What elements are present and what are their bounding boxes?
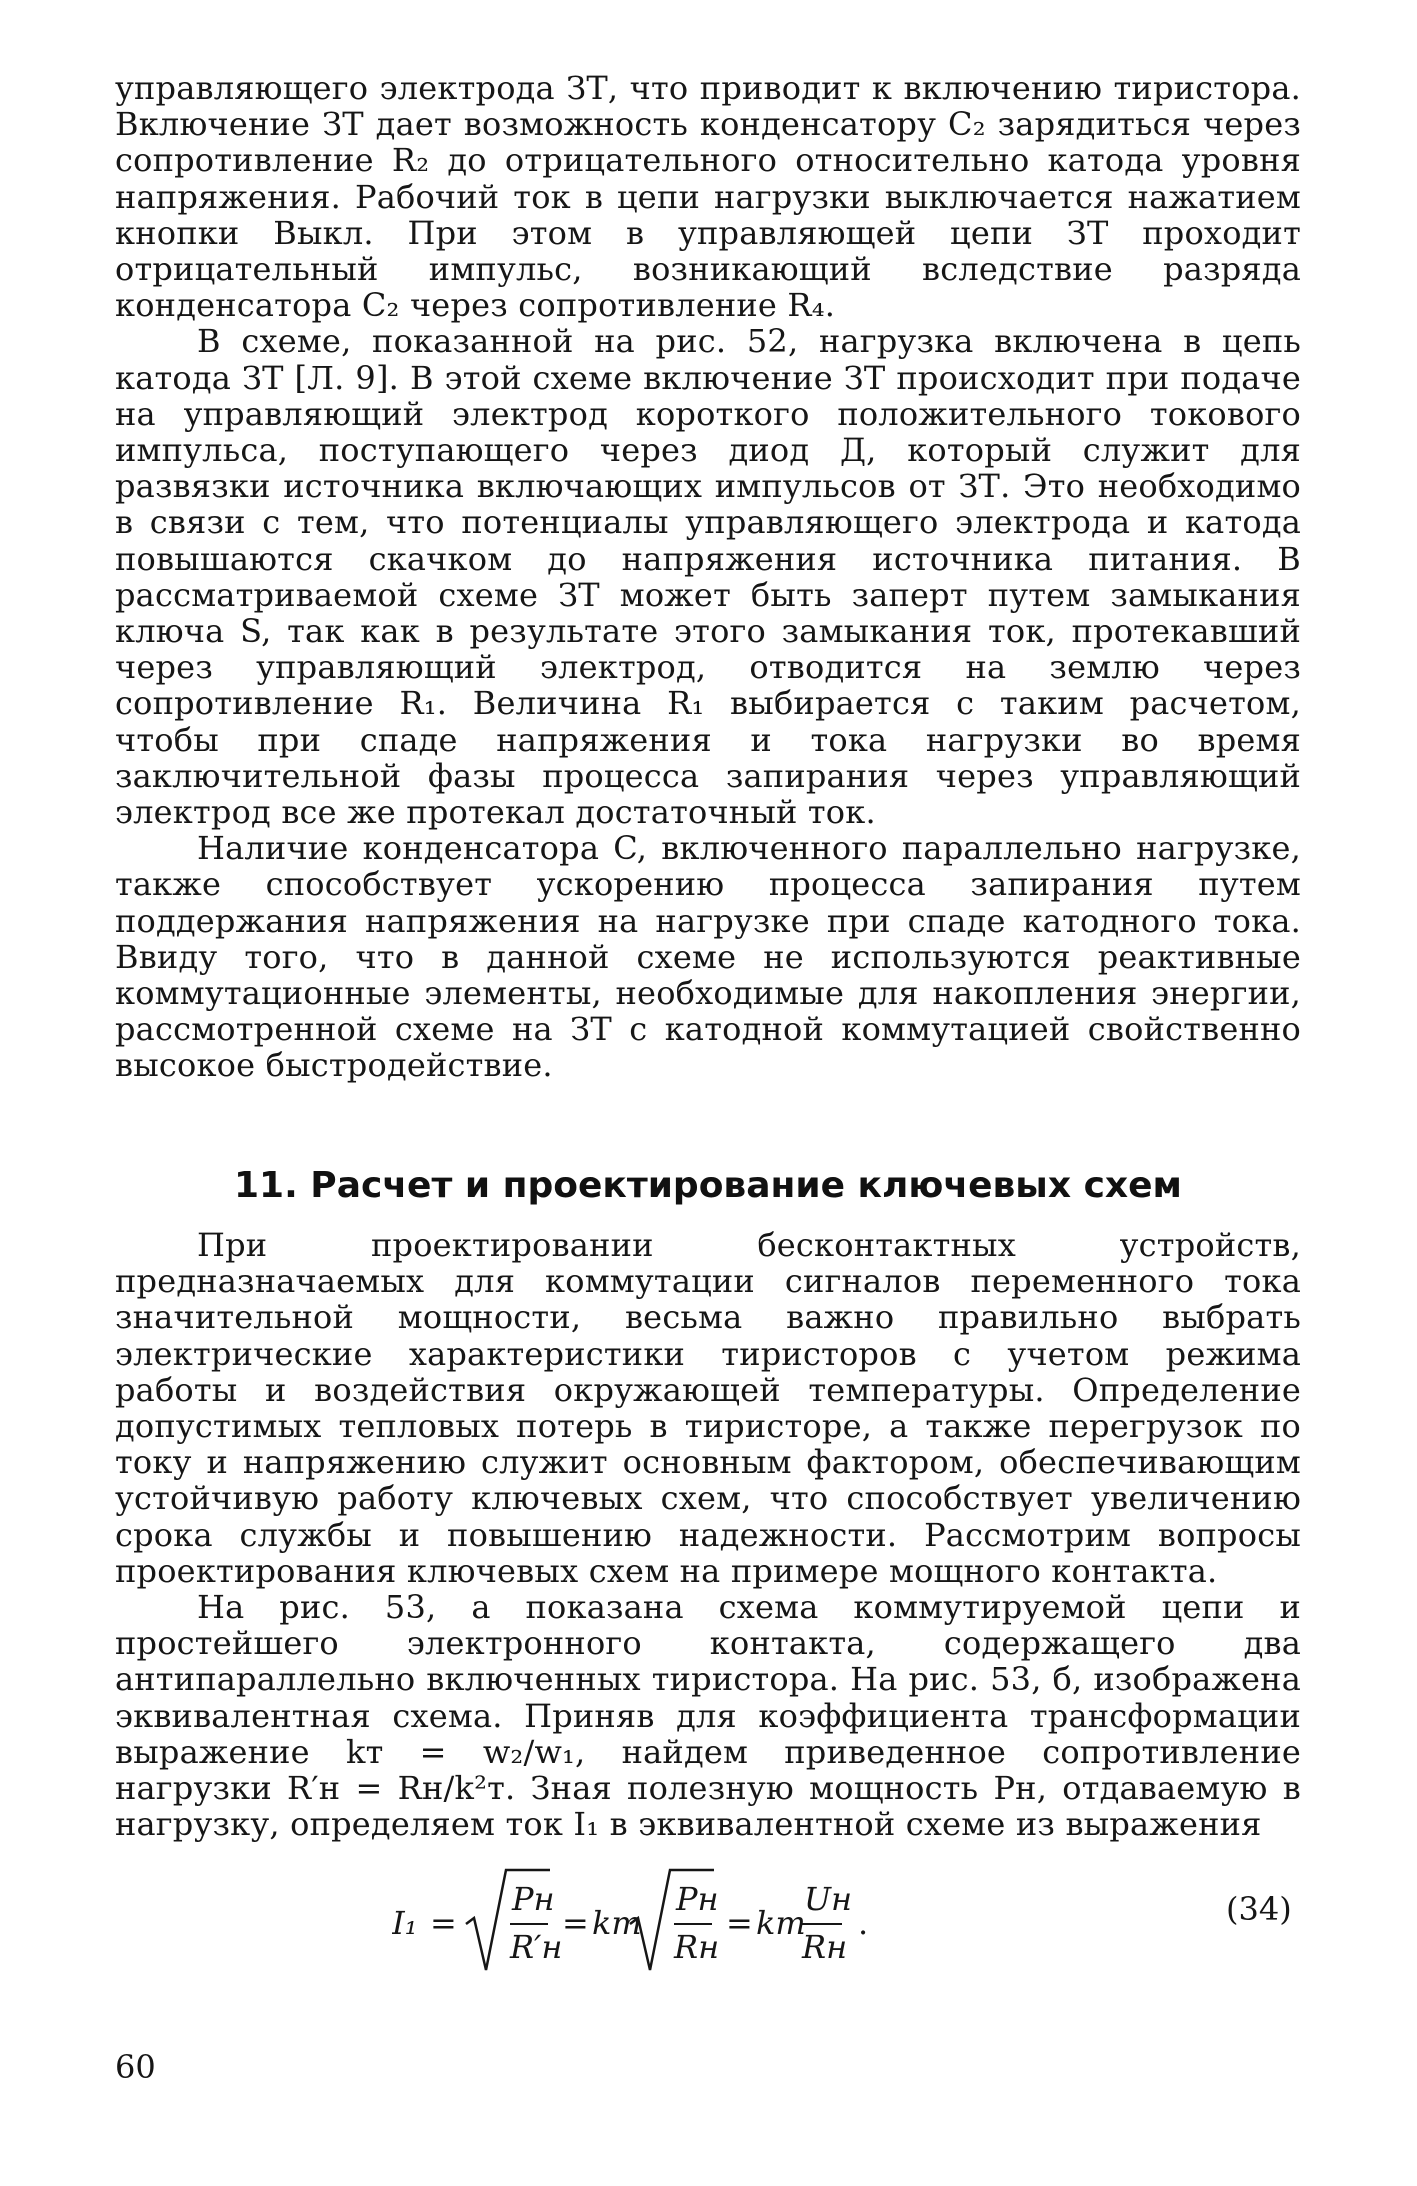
paragraph-design: При проектировании бесконтактных устройств, предназначаемых для коммутации сигналов переменного тока значительной мощности, весьма важно правильно выбрать электрические характеристики тиристоров с учетом режима работы и воздействия окружающей температуры. Определение допустимых тепловых потерь в тиристоре, а также перегрузок по току и напряжению служит основным фактором, обеспечивающим устойчивую работу ключевых схем, что способствует увеличению срока службы и повышению надежности. Рассмотрим вопросы проектирования ключевых схем на примере мощного контакта. (115, 1226, 1301, 1590)
formula-t3-num: Uн (804, 1880, 853, 1918)
equation-number: (34) (1226, 1890, 1292, 1928)
formula-t1-num: Pн (512, 1880, 555, 1918)
formula-k-2: kт (756, 1904, 806, 1942)
paragraph-continuation: управляющего электрода ЗТ, что приводит к включению тиристора. Включение ЗТ дает возможность конденсатору C₂ зарядиться через сопротивление R₂ до отрицательного относительно катода уровня напряжения. Рабочий ток в цепи нагрузки выключается нажатием кнопки Выкл. При этом в управляющей цепи ЗТ проходит отрицательный импульс, возникающий вследствие разряда конденсатора C₂ через сопротивление R₄. (115, 69, 1301, 325)
formula-k-1: kт (592, 1904, 642, 1942)
formula-eq-1: = (430, 1904, 457, 1942)
paragraph-fig53: На рис. 53, а показана схема коммутируемой цепи и простейшего электронного контакта, содержащего два антипараллельно включенных тиристора. На рис. 53, б, изображена эквивалентная схема. Приняв для коэффициента трансформации выражение kт = w₂/w₁, найдем приведенное сопротивление нагрузки R′н = Rн/k²т. Зная полезную мощность Pн, отдаваемую в нагрузку, определяем ток I₁ в эквивалентной схеме из выражения (115, 1588, 1301, 1844)
formula-t2-den: Rн (674, 1928, 720, 1966)
formula-34 (392, 1862, 1052, 1982)
formula-t3-den: Rн (802, 1928, 848, 1966)
formula-tail: . (858, 1904, 869, 1942)
text-block-section (115, 1227, 1301, 1842)
formula-eq-2: = (562, 1904, 589, 1942)
formula-t2-num: Pн (676, 1880, 719, 1918)
paragraph-capacitor: Наличие конденсатора C, включенного параллельно нагрузке, также способствует ускорению процесса запирания путем поддержания напряжения на нагрузке при спаде катодного тока. Ввиду того, что в данной схеме не используются реактивные коммутационные элементы, необходимые для накопления энергии, рассмотренной схеме на ЗТ с катодной коммутацией свойственно высокое быстродействие. (115, 829, 1301, 1085)
section-heading: 11. Расчет и проектирование ключевых схем (234, 1165, 1182, 1206)
formula-eq-3: = (726, 1904, 753, 1942)
paragraph-fig52: В схеме, показанной на рис. 52, нагрузка включена в цепь катода ЗТ [Л. 9]. В этой схеме включение ЗТ происходит при подаче на управляющий электрод короткого положительного токового импульса, поступающего через диод Д, который служит для развязки источника включающих импульсов от ЗТ. Это необходимо в связи с тем, что потенциалы управляющего электрода и катода повышаются скачком до напряжения источника питания. В рассматриваемой схеме ЗТ может быть заперт путем замыкания ключа S, так как в результате этого замыкания ток, протекавший через управляющий электрод, отводится на землю через сопротивление R₁. Величина R₁ выбирается с таким расчетом, чтобы при спаде напряжения и тока нагрузки во время заключительной фазы процесса запирания через управляющий электрод все же протекал достаточный ток. (115, 322, 1301, 832)
formula-t1-den: R′н (510, 1928, 563, 1966)
page-number: 60 (115, 2048, 156, 2086)
formula-lhs: I₁ (392, 1904, 418, 1942)
text-block-top (115, 70, 1301, 1084)
